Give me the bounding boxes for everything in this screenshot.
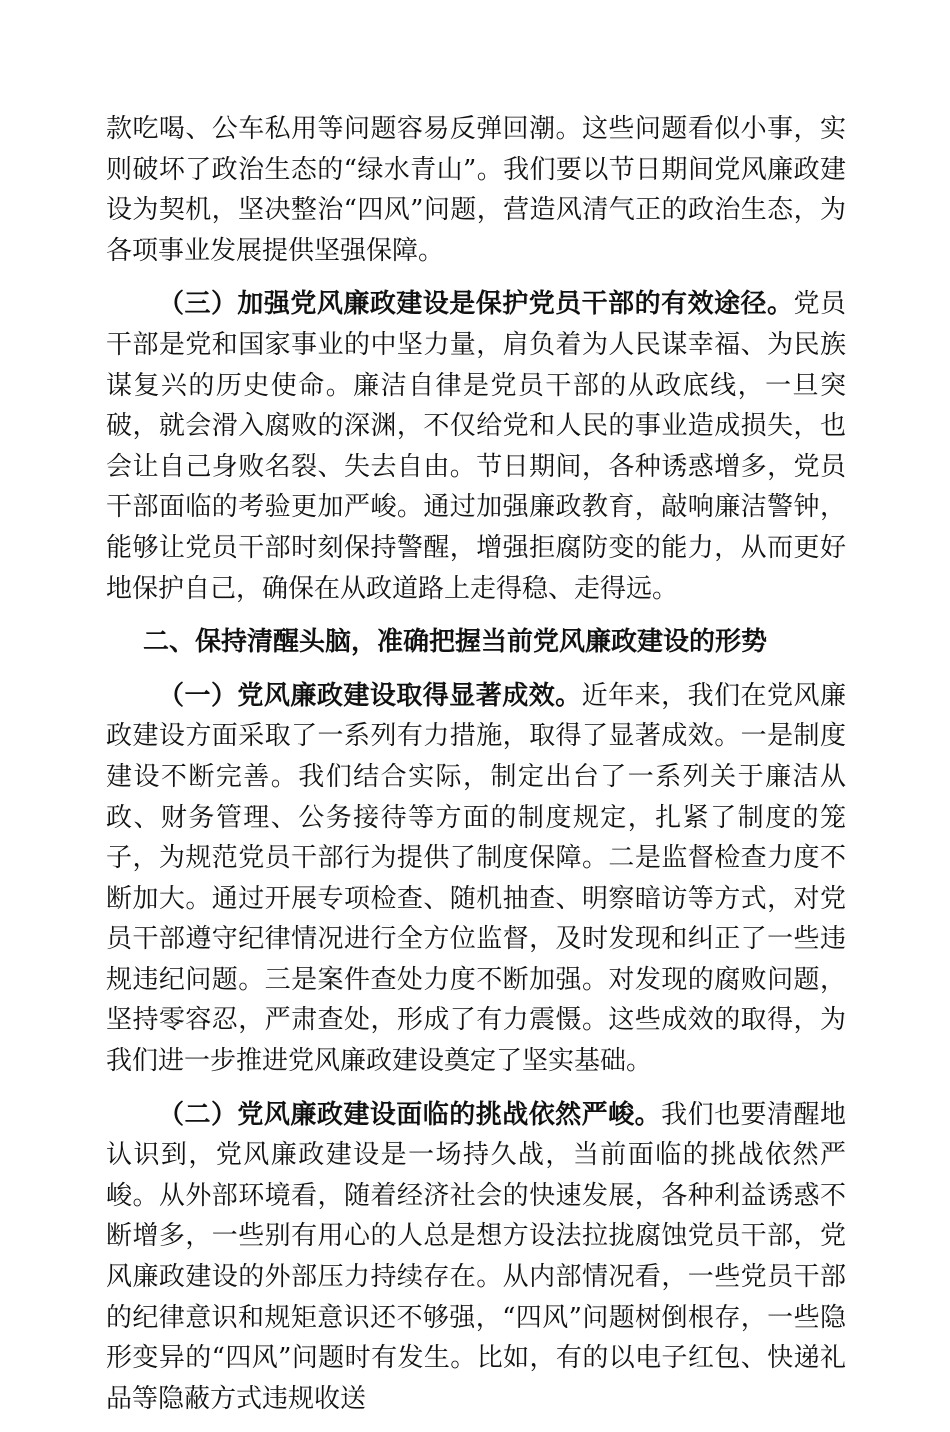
document-page <box>106 109 846 1432</box>
paragraph-achievements <box>106 676 846 1082</box>
paragraph-lead: （二）党风廉政建设面临的挑战依然严峻。 <box>158 1099 662 1130</box>
paragraph-lead: （三）加强党风廉政建设是保护党员干部的有效途径。 <box>158 289 794 320</box>
paragraph-continuation <box>106 109 846 271</box>
section-heading-2: 二、保持清醒头脑，准确把握当前党风廉政建设的形势 <box>143 627 768 658</box>
paragraph-text: 近年来，我们在党风廉政建设方面采取了一系列有力措施，取得了显著成效。一是制度建设不断完善。我们结合实际，制定出台了一系列关于廉洁从政、财务管理、公务接待等方面的制度规定，扎紧了制度的笼子，为规范党员干部行为提供了制度保障。二是监督检查力度不断加大。通过开展专项检查、随机抽查、明察暗访等方式，对党员干部遵守纪律情况进行全方位监督，及时发现和纠正了一些违规违纪问题。三是案件查处力度不断加强。对发现的腐败问题，坚持零容忍，严肃查处，形成了有力震慑。这些成效的取得，为我们进一步推进党风廉政建设奠定了坚实基础。 <box>106 680 846 1077</box>
paragraph-protect-cadres <box>106 284 846 609</box>
paragraph-text: 款吃喝、公车私用等问题容易反弹回潮。这些问题看似小事，实则破坏了政治生态的“绿水青山”。我们要以节日期间党风廉政建设为契机，坚决整治“四风”问题，营造风清气正的政治生态，为各项事业发展提供坚强保障。 <box>106 114 846 266</box>
paragraph-lead: （一）党风廉政建设取得显著成效。 <box>158 680 582 711</box>
paragraph-text: 我们也要清醒地认识到，党风廉政建设是一场持久战，当前面临的挑战依然严峻。从外部环境看，随着经济社会的快速发展，各种利益诱惑不断增多，一些别有用心的人总是想方设法拉拢腐蚀党员干部，党风廉政建设的外部压力持续存在。从内部情况看，一些党员干部的纪律意识和规矩意识还不够强，“四风”问题树倒根存，一些隐形变异的“四风”问题时有发生。比如，有的以电子红包、快递礼品等隐蔽方式违规收送 <box>106 1099 846 1414</box>
paragraph-challenges <box>106 1095 846 1420</box>
paragraph-text: 党员干部是党和国家事业的中坚力量，肩负着为人民谋幸福、为民族谋复兴的历史使命。廉洁自律是党员干部的从政底线，一旦突破，就会滑入腐败的深渊，不仅给党和人民的事业造成损失，也会让自己身败名裂、失去自由。节日期间，各种诱惑增多，党员干部面临的考验更加严峻。通过加强廉政教育，敲响廉洁警钟，能够让党员干部时刻保持警醒，增强拒腐防变的能力，从而更好地保护自己，确保在从政道路上走得稳、走得远。 <box>106 289 846 604</box>
